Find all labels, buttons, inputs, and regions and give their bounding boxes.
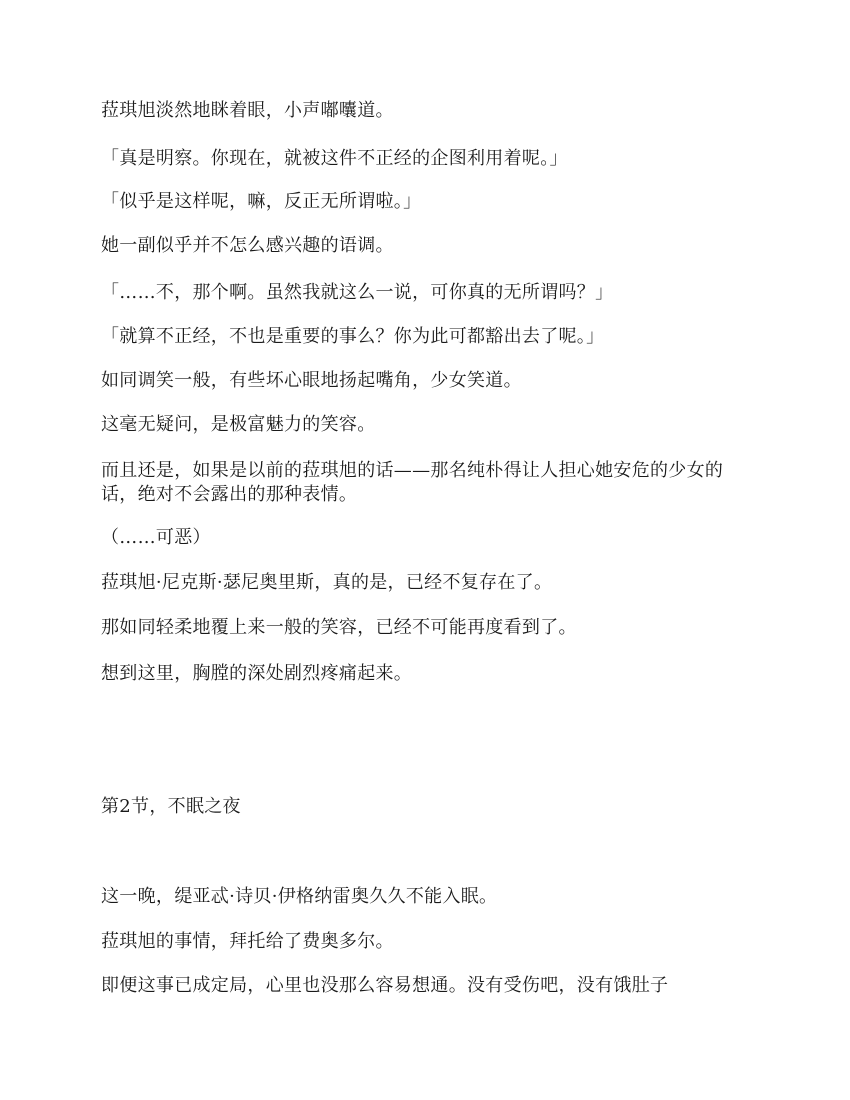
paragraph: 那如同轻柔地覆上来一般的笑容，已经不可能再度看到了。	[101, 617, 577, 638]
paragraph: 这一晚，缇亚忒·诗贝·伊格纳雷奥久久不能入眠。	[101, 886, 498, 907]
paragraph: 「似乎是这样呢，嘛，反正无所谓啦。」	[101, 191, 422, 212]
paragraph: 即便这事已成定局，心里也没那么容易想通。没有受伤吧，没有饿肚子	[101, 975, 669, 996]
paragraph: 「……不，那个啊。虽然我就这么一说，可你真的无所谓吗？」	[101, 282, 614, 303]
paragraph: 菈琪旭·尼克斯·瑟尼奥里斯，真的是，已经不复存在了。	[101, 572, 553, 593]
paragraph: 「就算不正经，不也是重要的事么？你为此可都豁出去了呢。」	[101, 326, 605, 347]
paragraph: （……可恶）	[101, 527, 211, 548]
paragraph: 菈琪旭的事情，拜托给了费奥多尔。	[101, 931, 394, 952]
section-heading: 第2节，不眠之夜	[101, 796, 241, 817]
paragraph: 「真是明察。你现在，就被这件不正经的企图利用着呢。」	[101, 148, 568, 169]
paragraph: 她一副似乎并不怎么感兴趣的语调。	[101, 235, 394, 256]
paragraph: 菈琪旭淡然地眯着眼，小声嘟囔道。	[101, 100, 394, 121]
paragraph: 如同调笑一般，有些坏心眼地扬起嘴角，少女笑道。	[101, 370, 522, 391]
paragraph: 想到这里，胸膛的深处剧烈疼痛起来。	[101, 663, 413, 684]
paragraph: 而且还是，如果是以前的菈琪旭的话——那名纯朴得让人担心她安危的少女的话，绝对不会露出的那种表情。	[101, 460, 724, 505]
paragraph: 这毫无疑问，是极富魅力的笑容。	[101, 414, 376, 435]
